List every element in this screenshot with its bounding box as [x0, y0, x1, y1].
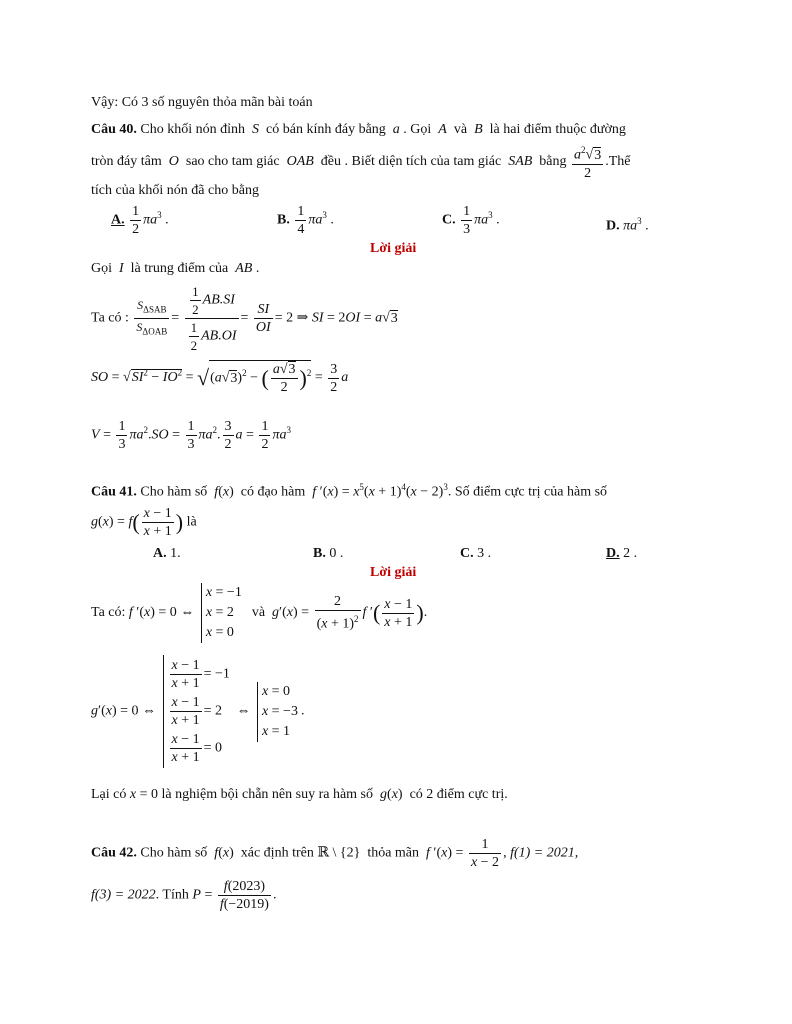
q41-conclusion: Lại có x = 0 là nghiệm bội chẵn nên suy ra hàm số g(x) có 2 điểm cực trị. — [91, 787, 508, 802]
q41-option-a[interactable]: A. 1. — [153, 546, 181, 561]
q41-solution-title: Lời giải — [370, 565, 417, 580]
q40-line3: tích của khối nón đã cho bằng — [91, 183, 259, 198]
q40-option-d[interactable]: D. $\pi a^3$ . — [606, 216, 649, 234]
q40-solution-title: Lời giải — [370, 241, 417, 256]
q40-label: Câu 40. — [91, 122, 137, 137]
q42-line2: f(3) = 2022. Tính P = $\frac{f(2023)}{f(-2019)}$ . — [91, 879, 277, 912]
q41-option-b[interactable]: B. 0 . — [313, 546, 344, 561]
q42-label: Câu 42. — [91, 845, 137, 861]
q40-sol-line1: Gọi I là trung điểm của AB . — [91, 261, 260, 276]
q40-area-fraction: $\frac{a^2√3}{2}$ — [572, 142, 603, 182]
q41-line2: g(x) = f( $\frac{x - 1}{x + 1}$ ) là — [91, 506, 197, 539]
q40-line2: tròn đáy tâm O sao cho tam giác OAB đều . Biết diện tích của tam giác SAB bằng $\frac{a^2√3}{2}$ .Thể — [91, 142, 630, 182]
q41-option-d[interactable]: D. 2 . — [606, 546, 638, 561]
q41-label: Câu 41. — [91, 484, 137, 500]
q42-line1: Câu 42. Cho hàm số f(x) xác định trên ℝ \ {2} thỏa mãn f ′(x) = $\frac{1}{x - 2}$ , f(1) = 2021, — [91, 837, 579, 870]
q41-sol-system2: g′(x) = 0 ⇔ $\frac{x - 1}{x + 1}$ = −1 $\frac{x - 1}{x + 1}$ = 2 $\frac{x - 1}{x + 1}$ = 0 ⇔ x = 0 x = −3 x = 1 . — [91, 655, 304, 768]
q40-sol-volume: V = $\frac{1}{3}$ $\pi a^2.SO$ = $\frac{1}{3}$ $\pi a^2$. $\frac{3}{2}$ a = $\frac{1}{2}$ $\pi a^3$ — [91, 419, 291, 452]
q40-option-c[interactable]: C. $\frac{1}{3}$ $\pi a^3$ . — [442, 204, 500, 237]
q40-sol-so: SO = $√SI^2 - IO^2 = √(a√3)^2$ − ( $\frac{a√3}{2}$ )$^2$ = $\frac{3}{2}$ a — [91, 361, 349, 395]
q41-option-c[interactable]: C. 3 . — [460, 546, 492, 561]
q40-sol-ratio: Ta có : $\frac{S_{\Delta SAB}}{S_{\Delta OAB}}$ = $\frac{1}{2}$ AB.SI $\frac{1}{2}$ AB.OI = $\frac{SI}{OI}$ = 2 ⇒ SI = 2OI = a√3 — [91, 284, 398, 353]
q40-option-b[interactable]: B. $\frac{1}{4}$ $\pi a^3$ . — [277, 204, 334, 237]
q40-line1: Câu 40. Cho khối nón đỉnh S có bán kính đáy bằng a . Gọi A và B là hai điểm thuộc đường — [91, 122, 626, 137]
q41-sol-system1: Ta có: f ′(x) = 0 ⇔ x = −1 x = 2 x = 0 và g′(x) = $\frac{2}{(x + 1)^2}$ f ′( $\frac{x - 1}{x + 1}$ ). — [91, 583, 427, 643]
q40-option-a[interactable]: A. $\frac{1}{2}$ $\pi a^3$ . — [111, 204, 169, 237]
q41-line1: Câu 41. Cho hàm số f(x) có đạo hàm f $'(x) = x^5(x + 1)^4(x - 2)^3$. Số điểm cực trị của hàm số — [91, 482, 608, 500]
intro-text: Vậy: Có 3 số nguyên thỏa mãn bài toán — [91, 95, 313, 110]
